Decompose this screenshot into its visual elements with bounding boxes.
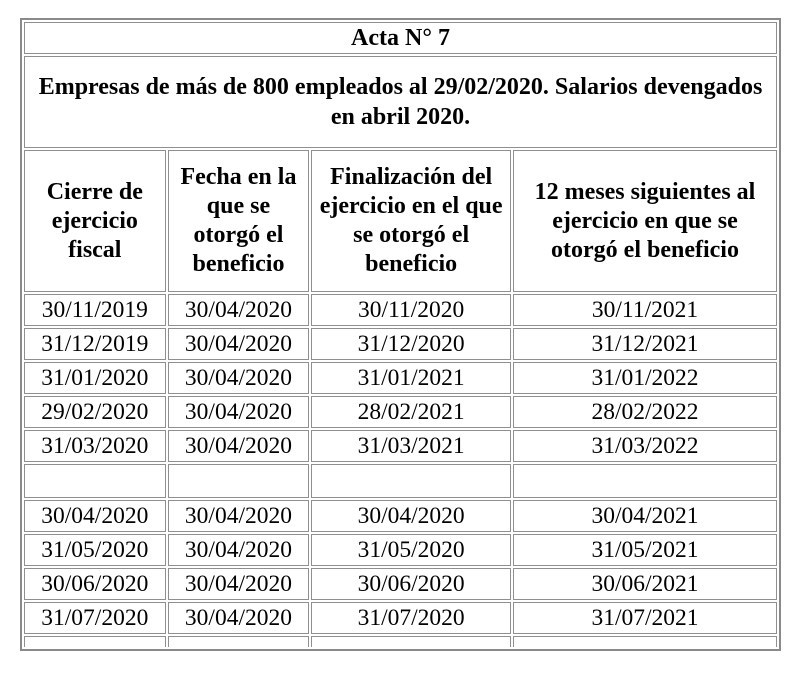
- table-cell: 31/01/2022: [513, 362, 777, 394]
- partial-cell: [24, 636, 166, 647]
- partial-cell: [168, 636, 310, 647]
- table-row: [24, 534, 777, 566]
- table-cell: 30/04/2020: [24, 500, 166, 532]
- table-cell: 30/04/2020: [311, 500, 511, 532]
- table-cell: 30/04/2020: [168, 362, 310, 394]
- table-cell: 30/04/2020: [168, 430, 310, 462]
- table-cell: 31/12/2021: [513, 328, 777, 360]
- column-header-finalizacion: Finalización del ejercicio en el que se otorgó el beneficio: [311, 150, 511, 292]
- table-cell: 30/04/2020: [168, 294, 310, 326]
- table-cell: 30/11/2019: [24, 294, 166, 326]
- table-cell: 30/04/2021: [513, 500, 777, 532]
- empty-cell: [513, 464, 777, 498]
- table-row: [24, 500, 777, 532]
- table-cell: 29/02/2020: [24, 396, 166, 428]
- subtitle-row: [24, 56, 777, 148]
- table-cell: 31/05/2020: [311, 534, 511, 566]
- empty-cell: [311, 464, 511, 498]
- table-cell: 31/07/2020: [311, 602, 511, 634]
- table-cell: 30/04/2020: [168, 396, 310, 428]
- table-cell: 28/02/2022: [513, 396, 777, 428]
- table-cell: 28/02/2021: [311, 396, 511, 428]
- table-cell: 31/05/2021: [513, 534, 777, 566]
- partial-row: [24, 636, 777, 647]
- column-header-fecha: Fecha en la que se otorgó el beneficio: [168, 150, 310, 292]
- empty-row: [24, 464, 777, 498]
- acta-table: [20, 18, 781, 651]
- table-row: [24, 602, 777, 634]
- table-cell: 30/04/2020: [168, 500, 310, 532]
- table-title: Acta N° 7: [24, 22, 777, 54]
- table-row: [24, 396, 777, 428]
- partial-cell: [311, 636, 511, 647]
- column-header-12-meses: 12 meses siguientes al ejercicio en que se otorgó el beneficio: [513, 150, 777, 292]
- table-cell: 31/07/2021: [513, 602, 777, 634]
- table-cell: 31/07/2020: [24, 602, 166, 634]
- table-row: [24, 328, 777, 360]
- acta-document: [20, 18, 781, 651]
- table-cell: 30/04/2020: [168, 602, 310, 634]
- table-cell: 31/12/2020: [311, 328, 511, 360]
- column-header-cierre: Cierre de ejercicio fiscal: [24, 150, 166, 292]
- table-cell: 30/04/2020: [168, 568, 310, 600]
- table-cell: 31/01/2020: [24, 362, 166, 394]
- table-cell: 31/03/2022: [513, 430, 777, 462]
- empty-cell: [24, 464, 166, 498]
- table-row: [24, 568, 777, 600]
- table-cell: 31/01/2021: [311, 362, 511, 394]
- partial-cell: [513, 636, 777, 647]
- table-cell: 31/12/2019: [24, 328, 166, 360]
- table-cell: 30/11/2021: [513, 294, 777, 326]
- table-cell: 30/04/2020: [168, 328, 310, 360]
- title-row: [24, 22, 777, 54]
- header-row: [24, 150, 777, 292]
- table-cell: 30/11/2020: [311, 294, 511, 326]
- table-cell: 30/06/2020: [311, 568, 511, 600]
- table-cell: 31/03/2020: [24, 430, 166, 462]
- table-row: [24, 430, 777, 462]
- table-subtitle: Empresas de más de 800 empleados al 29/02/2020. Salarios devengados en abril 2020.: [24, 56, 777, 148]
- table-row: [24, 294, 777, 326]
- table-cell: 30/06/2021: [513, 568, 777, 600]
- table-cell: 31/03/2021: [311, 430, 511, 462]
- empty-cell: [168, 464, 310, 498]
- table-cell: 30/06/2020: [24, 568, 166, 600]
- table-row: [24, 362, 777, 394]
- table-cell: 30/04/2020: [168, 534, 310, 566]
- table-cell: 31/05/2020: [24, 534, 166, 566]
